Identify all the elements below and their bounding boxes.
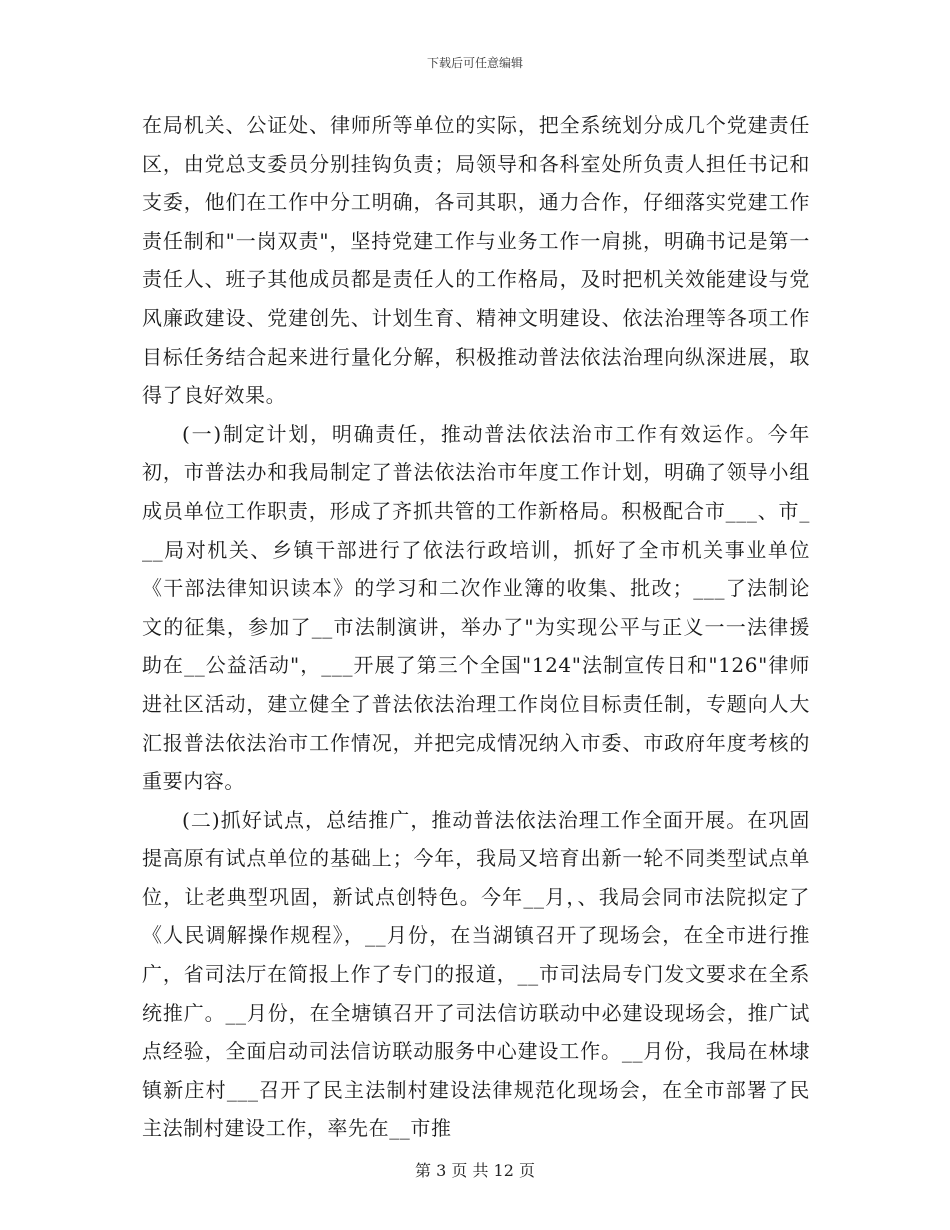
document-body [142, 106, 810, 1148]
paragraph-section-1: (一)制定计划，明确责任，推动普法依法治市工作有效运作。今年初，市普法办和我局制定了普法依法治市年度工作计划，明确了领导小组成员单位工作职责，形成了齐抓共管的工作新格局。积极配合市___、市___局对机关、乡镇干部进行了依法行政培训，抓好了全市机关事业单位《干部法律知识读本》的学习和二次作业簿的收集、批改；___了法制论文的征集，参加了__市法制演讲，举办了"为实现公平与正义一一法律援助在__公益活动"，___开展了第三个全国"124"法制宣传日和"126"律师进社区活动，建立健全了普法依法治理工作岗位目标责任制，专题向人大汇报普法依法治市工作情况，并把完成情况纳入市委、市政府年度考核的重要内容。 [142, 421, 810, 794]
page-header-note: 下载后可任意编辑 [426, 56, 523, 70]
paragraph-section-2: (二)抓好试点，总结推广，推动普法依法治理工作全面开展。在巩固提高原有试点单位的基础上；今年，我局又培育出新一轮不同类型试点单位，让老典型巩固，新试点创特色。今年__月，、我局会同市法院拟定了《人民调解操作规程》，__月份，在当湖镇召开了现场会，在全市进行推广，省司法厅在简报上作了专门的报道，__市司法局专门发文要求在全系统推广。__月份，在全塘镇召开了司法信访联动中必建设现场会，推广试点经验，全面启动司法信访联动服务中心建设工作。__月份，我局在林埭镇新庄村___召开了民主法制村建设法律规范化现场会，在全市部署了民主法制村建设工作，率先在__市推 [142, 807, 810, 1141]
page-number: 第 3 页 共 12 页 [415, 1161, 535, 1180]
paragraph-continued: 在局机关、公证处、律师所等单位的实际，把全系统划分成几个党建责任区，由党总支委员分别挂钩负责；局领导和各科室处所负责人担任书记和支委，他们在工作中分工明确，各司其职，通力合作，仔细落实党建工作责任制和"一岗双责"，坚持党建工作与业务工作一肩挑，明确书记是第一责任人、班子其他成员都是责任人的工作格局，及时把机关效能建设与党风廉政建设、党建创先、计划生育、精神文明建设、依法治理等各项工作目标任务结合起来进行量化分解，积极推动普法依法治理向纵深进展，取得了良好效果。 [142, 113, 810, 408]
